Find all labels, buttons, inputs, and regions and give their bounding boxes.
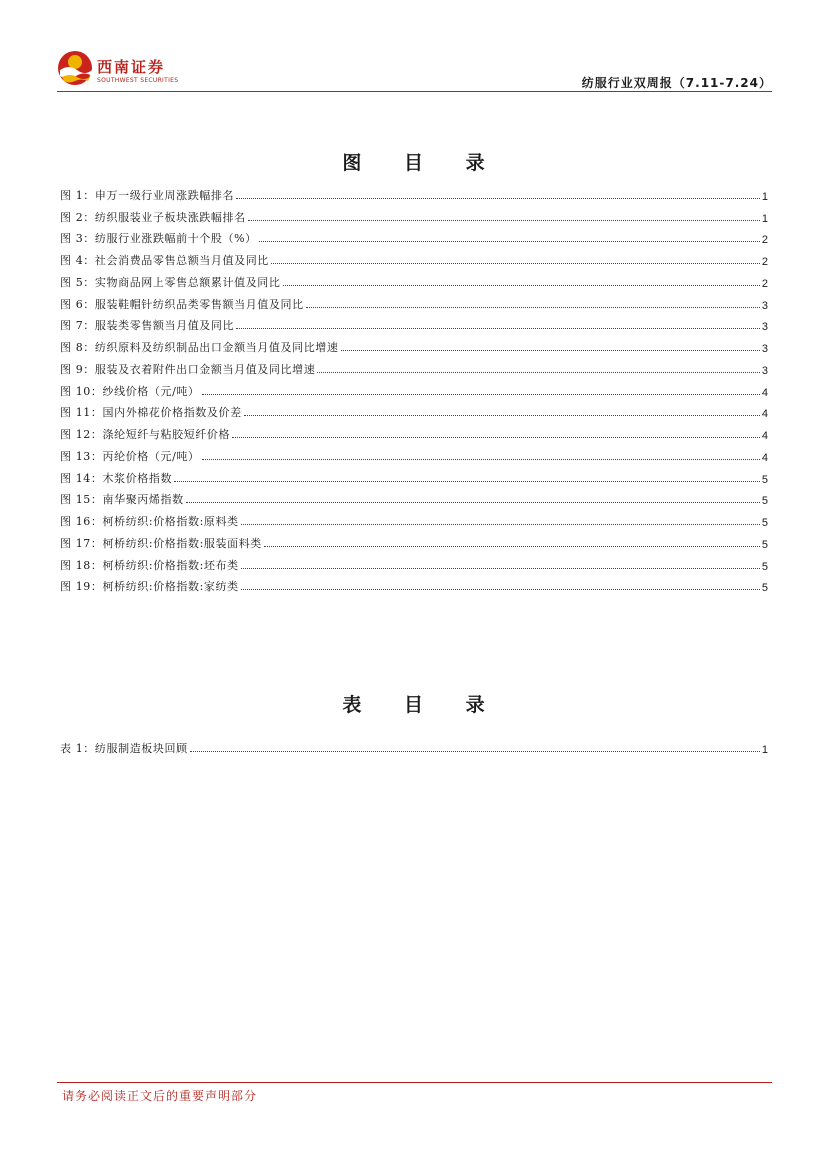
toc-dot-leader (241, 568, 760, 569)
toc-dot-leader (232, 437, 760, 438)
toc-entry-label: 图 14：木浆价格指数 (60, 471, 173, 485)
figure-toc-entry[interactable] (60, 290, 768, 312)
toc-page-number: 3 (761, 364, 768, 377)
toc-entry-label: 图 13：丙纶价格（元/吨） (60, 449, 200, 463)
toc-entry-label: 表 1：纺服制造板块回顾 (60, 741, 188, 755)
toc-page-number: 4 (761, 386, 768, 399)
toc-page-number: 2 (761, 277, 768, 290)
table-toc-entry[interactable] (60, 734, 768, 756)
toc-entry-label: 图 1：申万一级行业周涨跌幅排名 (60, 188, 235, 202)
toc-entry-label: 图 11：国内外棉花价格指数及价差 (60, 406, 242, 420)
toc-entry-label: 图 6：服装鞋帽针纺织品类零售额当月值及同比 (60, 297, 304, 311)
figure-toc-entry[interactable] (60, 333, 768, 355)
header-divider (57, 91, 772, 92)
toc-entry-label: 图 3：纺服行业涨跌幅前十个股（%） (60, 232, 257, 246)
toc-page-number: 2 (761, 234, 768, 247)
toc-page-number: 5 (761, 495, 768, 508)
figure-toc-entry[interactable] (60, 420, 768, 442)
figure-toc-entry[interactable] (60, 486, 768, 508)
toc-entry-label: 图 10：纱线价格（元/吨） (60, 384, 200, 398)
toc-entry-label: 图 16：柯桥纺织:价格指数:原料类 (60, 515, 239, 528)
toc-entry-label: 图 7：服装类零售额当月值及同比 (60, 319, 235, 333)
toc-dot-leader (283, 285, 760, 286)
figure-toc-entry[interactable] (60, 312, 768, 334)
toc-dot-leader (248, 220, 760, 221)
figures-toc-list (60, 181, 768, 594)
footer-divider (57, 1082, 772, 1083)
company-logo (57, 50, 187, 90)
figure-toc-entry[interactable] (60, 225, 768, 247)
toc-page-number: 4 (761, 451, 768, 464)
toc-page-number: 4 (761, 408, 768, 421)
figure-toc-entry[interactable] (60, 377, 768, 399)
toc-entry-label: 图 12：涤纶短纤与粘胶短纤价格 (60, 428, 231, 441)
logo-chinese-name: 西南证券 (97, 58, 166, 76)
toc-entry-label: 图 4：社会消费品零售总额当月值及同比 (60, 254, 269, 267)
toc-dot-leader (341, 350, 760, 351)
toc-entry-label: 图 17：柯桥纺织:价格指数:服装面料类 (60, 536, 262, 550)
figure-toc-entry[interactable] (60, 268, 768, 290)
toc-entry-label: 图 18：柯桥纺织:价格指数:坯布类 (60, 558, 239, 572)
toc-dot-leader (236, 328, 760, 329)
toc-page-number: 1 (761, 190, 768, 203)
figure-toc-entry[interactable] (60, 529, 768, 551)
footer-disclaimer: 请务必阅读正文后的重要声明部分 (62, 1089, 258, 1103)
toc-dot-leader (306, 307, 760, 308)
toc-dot-leader (271, 263, 760, 264)
report-title: 纺服行业双周报（7.11-7.24） (581, 76, 772, 90)
toc-page-number: 5 (761, 538, 768, 551)
tables-toc-title: 表 目 录 (342, 694, 503, 716)
figures-toc-title: 图 目 录 (342, 152, 503, 174)
toc-page-number: 4 (761, 430, 768, 442)
figure-toc-entry[interactable] (60, 355, 768, 377)
toc-dot-leader (236, 198, 760, 199)
figure-toc-entry[interactable] (60, 246, 768, 268)
toc-page-number: 3 (761, 299, 768, 312)
toc-dot-leader (244, 415, 760, 416)
figure-toc-entry[interactable] (60, 203, 768, 225)
toc-dot-leader (241, 589, 760, 590)
toc-page-number: 2 (761, 256, 768, 268)
toc-page-number: 3 (761, 343, 768, 355)
toc-entry-label: 图 19：柯桥纺织:价格指数:家纺类 (60, 580, 239, 594)
toc-entry-label: 图 15：南华聚丙烯指数 (60, 493, 184, 507)
page-header (57, 44, 772, 94)
figure-toc-entry[interactable] (60, 507, 768, 529)
toc-dot-leader (174, 481, 760, 482)
toc-entry-label: 图 5：实物商品网上零售总额累计值及同比 (60, 275, 281, 289)
toc-dot-leader (190, 751, 760, 752)
toc-page-number: 1 (761, 743, 768, 756)
figure-toc-entry[interactable] (60, 442, 768, 464)
sun-wave-logo-icon (57, 50, 93, 86)
toc-page-number: 5 (761, 560, 768, 573)
toc-page-number: 1 (761, 212, 768, 225)
toc-dot-leader (202, 394, 760, 395)
toc-dot-leader (241, 524, 760, 525)
figure-toc-entry[interactable] (60, 464, 768, 486)
tables-toc-list (60, 734, 768, 756)
toc-dot-leader (264, 546, 760, 547)
logo-english-name: SOUTHWEST SECURITIES (97, 77, 179, 84)
toc-entry-label: 图 9：服装及衣着附件出口金额当月值及同比增速 (60, 362, 316, 376)
figure-toc-entry[interactable] (60, 399, 768, 421)
toc-dot-leader (202, 459, 760, 460)
figure-toc-entry[interactable] (60, 551, 768, 573)
toc-page-number: 3 (761, 321, 768, 334)
figure-toc-entry[interactable] (60, 181, 768, 203)
figure-toc-entry[interactable] (60, 573, 768, 595)
toc-page-number: 5 (761, 582, 768, 595)
toc-dot-leader (317, 372, 760, 373)
toc-entry-label: 图 2：纺织服装业子板块涨跌幅排名 (60, 210, 246, 224)
toc-page-number: 5 (761, 517, 768, 529)
toc-dot-leader (259, 241, 760, 242)
toc-page-number: 5 (761, 473, 768, 486)
toc-entry-label: 图 8：纺织原料及纺织制品出口金额当月值及同比增速 (60, 341, 339, 354)
toc-dot-leader (186, 502, 760, 503)
